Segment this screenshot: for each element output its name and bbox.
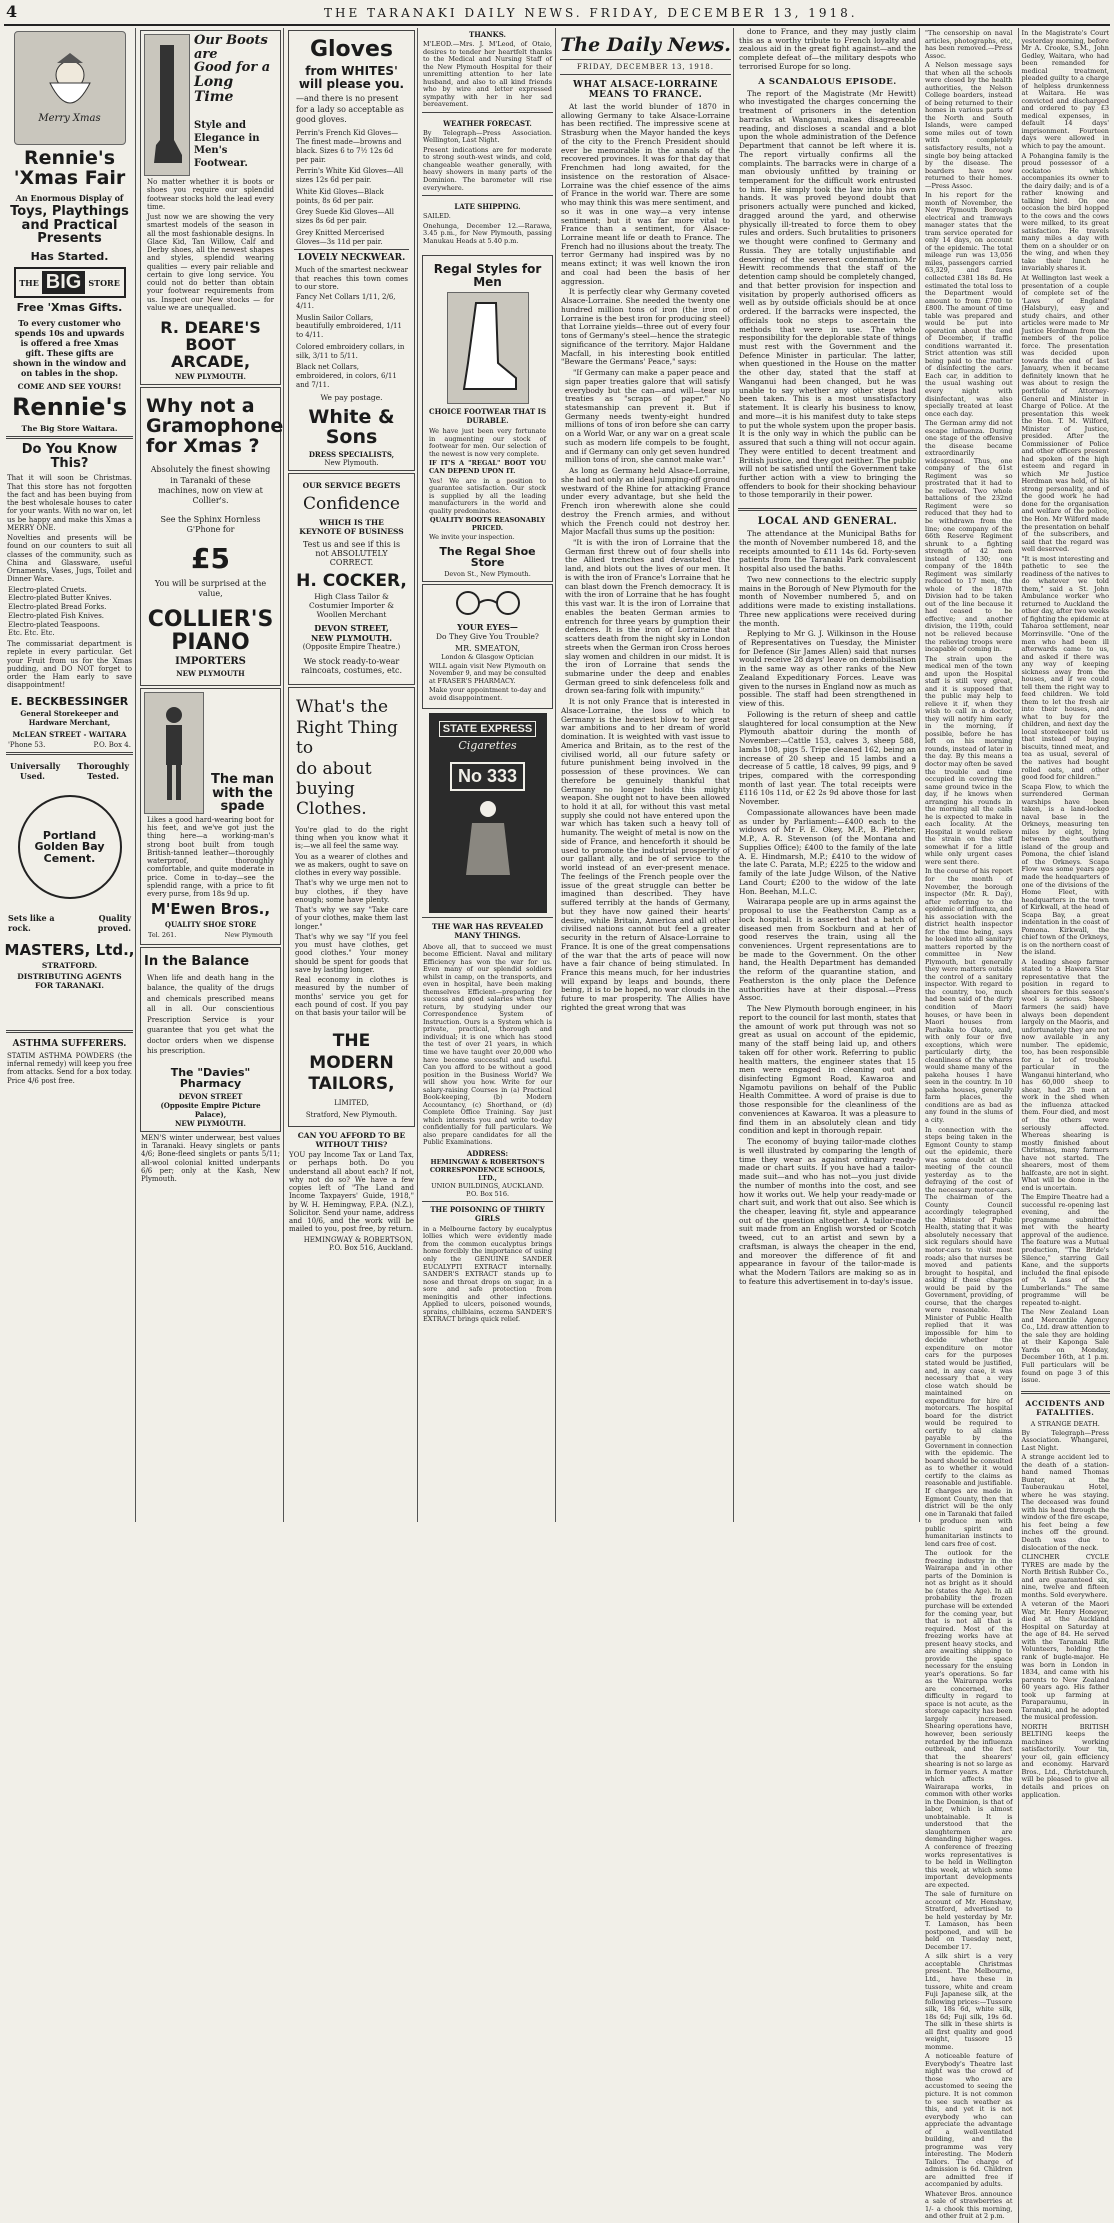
weather-title: WEATHER FORECAST. xyxy=(443,118,532,128)
know-item: Electro-plated Fish Knives. xyxy=(8,611,105,620)
editorial-heading: WHAT ALSACE-LORRAINE MEANS TO FRANCE. xyxy=(572,80,719,100)
local-para: In the course of his report for the month of November, the borough inspector (Mr. R. Day), after referring to the epidemic of influenza, and his association with the district health inspector for the time being, says he looked into all sanitary matters reported by the committee in New Plymouth, but generally they were matters outside the control of a sanitary inspector. With regard to the country, too, much had been said of the dirty condition of Maori houses, or have been in Maori houses from Parihaka to Okato, and, with only four or five exceptions, which were particularly dirty, the cleanliness of the whares would shame many of the pakeha houses I have seen in the country. In 10 pakeha houses, generally farm places, the conditions are as bad as any found in the slums of a city. xyxy=(925,867,1013,1124)
column-5 xyxy=(558,28,734,1522)
accident-para: CLINCHER CYCLE TYRES are made by the North British Rubber Co., and are guaranteed six, nine, twelve and fifteen months. Sold everywhere. xyxy=(1021,1553,1109,1599)
neck-items xyxy=(296,293,407,390)
gloves-item: Grey Knitted Mercerised Gloves—3s 11d per pair. xyxy=(296,228,385,246)
mewen-body: Likes a good hard-wearing boot for his feet, and we've got just the thing here—a working-man's strong boot built from tough British-tanned leather—thoroughly waterproof, thoroughly comfortable, and quite moderate in price. Come in to-day—see the splendid range, with a price to fit every purse, from 18s 9d up. xyxy=(147,815,274,899)
regal-body2: IF IT'S A "REGAL" BOOT YOU CAN DEPEND UPON IT. xyxy=(429,459,546,475)
cement-l4: Tested. xyxy=(87,771,119,782)
mewen-town: New Plymouth xyxy=(224,931,273,940)
neck-item: Colored embroidery collars, in silk, 3/11 to 5/11. xyxy=(296,342,405,360)
gloves-from: from WHITES' will please you. xyxy=(298,64,405,91)
whites-sub: DRESS SPECIALISTS, xyxy=(308,449,395,459)
local-para: A noticeable feature of Everybody's Theatre last night was the crowd of those who are accustomed to seeing the picture. It is not common to see such weather as this, and yet it is not everybody who can appreciate the advantage of a well-ventilated building, and the programme was very interesting. The Modern Tailors. The charge of admission is 6d. Children are admitted free if accompanied by adults. xyxy=(925,2052,1013,2189)
war-address: ADDRESS: xyxy=(466,1148,509,1158)
local-para: In the Magistrate's Court yesterday morning, before Mr A. Crooke, S.M., John Gedley, Waitara, who had been remanded for medical treatment, pleaded guilty to a charge of helpless drunkenness at Waitara. He was convicted and discharged and ordered to pay £3 medical expenses, in default 14 days' imprisonment. Fourteen days were allowed in which to pay the amount. xyxy=(1021,29,1109,150)
accident-para: NORTH BRITISH BELTING keeps the machines working satisfactorily. Your tin, your oil, gain efficiency and economy. Harvard Bros., Ltd., Christchurch, will be pleased to give all details and prices on application. xyxy=(1021,1722,1109,1799)
masthead xyxy=(4,2,1110,26)
accident-para: A strange accident led to the death of a station-hand named Thomas Bunter, at the Tauberaukau Hotel, where he was staying. The deceased was found with his head through the window of the fire escape, his feet being a few inches off the ground. Death was due to dislocation of the neck. xyxy=(1021,1453,1109,1552)
neck-title: LOVELY NECKWEAR. xyxy=(297,253,406,264)
boots-body2: Just now we are showing the very smartest models of the season in all the most fashionable designs. In Glace Kid, Tan Willow, Calf and Derby shoes, all the newest shapes and styles, splendid wearing qualities — every pair reliable and certain to give long service. You could not do better than obtain your footwear requirements from us. Inspect our New stocks — for value we are unequalled. xyxy=(147,213,274,312)
spectacles-icon xyxy=(443,588,533,618)
regal-advert xyxy=(422,255,553,582)
column-6 xyxy=(736,28,920,1522)
rennie-tag: The Big Store Waitara. xyxy=(21,424,118,434)
tax-body: YOU pay Income Tax or Land Tax, or perhaps both. Do you understand all about each? If not, why not do so? We have a few copies left of "The Land and Income Taxpayers' Guide, 1918," by W. H. Hemingway, F.P.A. (N.Z.), Solicitor. Send your name, address and 10/6, and the work will be mailed to you, post free, by return. xyxy=(289,1151,414,1234)
boots-s2: Elegance in xyxy=(194,132,260,144)
boot-illustration xyxy=(144,34,190,176)
local-para: Wairarapa people are up in arms against the proposal to use the Featherston Camp as a lock hospital. It is asserted that a batch of diseased men from Sockburn and at her of good reserves the train, using all the conveniences. Urgent representations are to be made to the Government. On the other hand, the Health Department has demanded the reform of the quarantine station, and Featherston is the only place the Defence authorities have at their disposal.—Press Assoc. xyxy=(739,897,916,1003)
collier-firm: COLLIER'S PIANO xyxy=(147,606,274,655)
war-box: P.O. Box 516. xyxy=(465,1189,510,1198)
cocker-test: Test us and see if this is not ABSOLUTELY CORRECT. xyxy=(302,539,401,567)
state-express-brand: STATE EXPRESS xyxy=(439,721,536,737)
modern-ltd: LIMITED, xyxy=(334,1099,369,1108)
sander-advert xyxy=(420,1205,555,1324)
know-title: Do You Know This? xyxy=(21,442,118,471)
local-para: A Nelson message says that when all the schools were closed by the health authorities, the Nelson College boarders, instead of being returned to their homes in various parts of the North and South Islands, were camped some miles out of town with completely satisfactory results, not a single boy being attacked by the disease. The boarders have now returned to their homes.—Press Assoc. xyxy=(925,61,1013,190)
local-para: A silk shirt is a very acceptable Christmas present. The Melbourne, Ltd., have these in tussore, white and cream Fuji Japanese silk, at the following prices:—Tussore silk, 18s 6d, white silk, 18s 6d; Fuji silk, 19s 6d. The silk in these shirts is all first quality and good weight, tussore 15 momme. xyxy=(925,1952,1013,2051)
editorial-para: It is perfectly clear why Germany coveted Alsace-Lorraine. She needed the twenty one hundred million tons of iron (the iron of Lorraine is the best iron for producing steel) that Lorraine yields—three out of every four tons of Germany's steel—hence the strategic significance of the territory. Major Haldane Macfall, in his interesting book entitled "Beware the Germans' Peace," says: xyxy=(561,287,730,367)
regal-caption: CHOICE FOOTWEAR THAT IS DURABLE. xyxy=(429,407,547,426)
war-body: Above all, that to succeed we must become Efficient. Naval and military Efficiency has won the war for us. Even many of our splendid soldiers whilst in camp, on the transports, and even in hospital, have been making themselves Efficient—preparing for success and good salaries when they return, by studying under our Correspondence System of Instruction. Ours is a System which is private, practical, thorough and individual; it is one which has stood the test of over 21 years, in which time we have taught over 20,000 who have become successful and useful. Can you afford to be without a good position in the Business World? We will show you how. Write for our salary-raising Courses in (a) Practical Book-keeping, (b) Modern Accountancy, (c) Shorthand, or (d) Complete Office Training. Say just which interests you and write to-day confidentially for full particulars. We also prepare candidates for all the Public Examinations. xyxy=(423,942,552,1147)
local-para: In connection with the steps being taken in the Egmont County to stamp out the epidemic, there was some doubt at the meeting of the council yesterday as to the defraying of the cost of the necessary motor-cars. The chairman of the County Council accordingly telegraphed the Minister of Public Health, stating that it was absolutely necessary that sick regulars should have motor-cars to visit most roads; also that nurses be moved and patients brought to hospital, and asking if these charges would be paid by the Government, providing, of course, that the charges were reasonable. The Minister of Public Health replied that it was impossible for him to decide whether the expenditure on motor cars for the purposes stated would be justified, and, in any case, it was necessary that a very close watch should be maintained on expenditure for hire of motorcars. The hospital board for the district would be required to certify to all claims payable by the Government in connection with the epidemic. The board should be consulted as to whether it would certify to the claims as reasonable and justifiable. If charges are made in Egmont County, then that district will be the only one in Taranaki that failed to produce men with public spirit and humanitarian instincts to lend cars free of cost. xyxy=(925,1125,1013,1548)
collier-importers: IMPORTERS xyxy=(175,655,246,667)
cement-b1: Sets like a rock. xyxy=(8,913,55,934)
newspaper-nameplate: The Daily News. xyxy=(560,34,731,56)
column-1 xyxy=(4,28,136,1522)
strange-death-heading: A STRANGE DEATH. xyxy=(1030,1419,1100,1428)
regal-firm: The Regal Shoe Store xyxy=(439,544,536,570)
eyes-body: WILL again visit New Plymouth on November 9, and may be consulted at FRASER'S PHARMACY. xyxy=(429,661,546,685)
collier-town: NEW PLYMOUTH xyxy=(176,668,245,678)
poison-title: THE POISONING OF THIRTY GIRLS xyxy=(430,1204,545,1223)
tax-firm: HEMINGWAY & ROBERTSON, xyxy=(303,1235,413,1244)
gram-price: £5 xyxy=(191,541,230,575)
balance-body: When life and death hang in the balance, the quality of the drugs and chemicals prescribed means all in all. Our conscientious Prescription Service is your guarantee that you get what the doctor orders when we dispense his prescription. xyxy=(147,973,274,1056)
gloves-item: Grey Suede Kid Gloves—All sizes 8s 6d per pair. xyxy=(296,208,394,226)
davies-opp: (Opposite Empire Picture Palace), xyxy=(160,1100,261,1119)
cocker-town: NEW PLYMOUTH. xyxy=(310,633,393,644)
local-para: The sale of furniture on account of Mr. Henshaw, Stratford, advertised to be held yesterday by Mr. T. Lamason, has been postponed, and will be held on Tuesday next, December 17. xyxy=(925,1890,1013,1951)
modern-t3: do about xyxy=(296,758,372,779)
local-para: The New Zealand Loan and Mercantile Agency Co., Ltd. draw attention to the sale they are holding at their Kaponga Sale Yards on Monday, December 16th, at 1 p.m. Full particulars will be found on page 3 of this issue. xyxy=(1021,1308,1109,1385)
local-para: Following is the return of sheep and cattle slaughtered for local consumption at the New Plymouth abattoir during the month of November:—Cattle 153, calves 3, sheep 588, lambs 108, pigs 5. Tripe cleaned 162, being an increase of 20 sheep and 15 lambs and a decrease of 5 cattle, 18 calves, 99 pigs, and 9 tripes, compared with the corresponding month of last year. The total receipts were £116 10s 11d, or £2 2s 9d above those for last November. xyxy=(739,709,916,807)
hemingway-advert xyxy=(420,922,555,1198)
masters-agents: DISTRIBUTING AGENTS FOR TARANAKI. xyxy=(17,971,122,990)
rennie-title: Rennie's 'Xmas Fair xyxy=(13,147,126,189)
know-items xyxy=(8,586,131,639)
war-title: THE WAR HAS REVEALED MANY THINGS. xyxy=(431,921,544,940)
santa-icon xyxy=(35,53,105,113)
know-p1: That it will soon be Christmas. That this store has not forgotten the fact and has been buying from the best wholesale houses to cater for your wants. With no war on, let us be happy and make this Xmas a MERRY ONE. xyxy=(7,474,132,532)
shipping-sailed: SAILED. xyxy=(423,212,451,221)
local-continued-left xyxy=(922,28,1016,2223)
local-para: Scapa Flow, to which the surrendered German warships have been taken, is a land-locked naval base in the Orkneys, measuring ten miles by eight, lying between the southern island of the group and Pomona, the chief island of the Orkneys. Scapa Flow was some years ago made the headquarters of one of the divisions of the Home Fleet, with headquarters in the town of Kirkwall, at the head of Scapa Bay, a great indentation in the coast of Pomona. Kirkwall, the chief town of the Orkneys, is on the northern coast of the island. xyxy=(1021,782,1109,957)
cocker-which: WHICH IS THE KEYNOTE OF BUSINESS xyxy=(299,517,404,536)
deare-firm: R. DEARE'S BOOT ARCADE, xyxy=(160,318,261,371)
boots-t3: Long Time xyxy=(194,73,234,105)
local-para: The Empire Theatre had a successful re-opening last evening, and the programme submitted met with the hearty approval of the audience. The feature was a Mutual production, "The Bride's Silence," starring Gail Kane, and the supports included the final episode of "A Lass of the Lumberlands." The same programme will be repeated to-night. xyxy=(1021,1193,1109,1307)
local-para: The German army did not escape influenza. During one stage of the offensive the disease became extraordinarily widespread. Thus, one company of the 61st Regiment was so prostrated that it had to be relieved. Two whole battalions of the 232nd Regiment were so reduced that they had to be withdrawn from the line; one company of the 66th Reserve Regiment shrunk to a fighting strength of 42 men instead of 130; one company of the 184th Regiment was similarly reduced to 17 men, the whole of the 187th Division had to be taken out of the line because it had ceased to be effective; and another division, the 119th, could not be relieved because the relieving troops were incapable of coming in. xyxy=(925,419,1013,654)
gloves-items xyxy=(296,129,407,246)
gloves-item: Perrin's French Kid Gloves—The finest made—browns and black. Sizes 6 to 7½ 12s 6d per pair. xyxy=(296,129,402,164)
rennie-sub1: An Enormous Display of xyxy=(15,192,124,203)
neck-postage: We pay postage. xyxy=(320,392,383,402)
shipping-title: LATE SHIPPING. xyxy=(454,202,521,212)
know-item: Electro-plated Cruets. xyxy=(8,585,87,594)
editorial-para: It is not only France that is interested in Alsace-Lorraine, the loss of which to Germany is the heaviest blow to her great war ambitions and to her dream of world domination. It is weighted with vast issue to America and Britain, as to the rest of the civilised world, all our future safety or future punishment being involved in the possession of these provinces. We can therefore be genuinely thankful that Germany no longer holds this mighty weapon. She ought not to have been allowed to hold it at all, for without this vast metal supply she could not have entered upon the war which has taken such a heavy toll of humanity. The weight of metal is now on the side of France, and henceforth it should be used to promote the industrial prosperity of our gallant ally, and be of service to the world instead of an ever-present menace. The feelings of the French people over the issue of the great struggle can better be imagined than described. They have suffered terribly at the hands of Germany, but they have now gained their hearts' desire, while Britain, America and all other civilised nations cannot but feel a greater security in the return of Alsace-Lorraine to France. It is one of the great compensations of the war that the arts of peace will now have a fair chance of being stimulated. In France this means much, for her industries will expand by leaps and bounds, there being, it is to be hoped, no war clouds in the future to mar prosperity. The Allies have righted the great wrong that was xyxy=(561,697,730,1012)
boots-body1: No matter whether it is boots or shoes you require our splendid footwear stocks hold the lead every time. xyxy=(147,178,274,211)
boots-t2: Good for a xyxy=(194,60,271,76)
gram-surprised: You will be surprised at the value, xyxy=(154,578,267,599)
editorial-quote: "If Germany can make a paper peace and sign paper treaties galore that will satisfy everybody but the can—and will—tear up treaties as "scraps of paper." No statesmanship can prevent it. But if Germany needs twenty-eight hundred millions of tons of iron before she can carry on a World War, or any war on a great scale such as modern life compels to be fought, and if Germany can only get seven hundred million tons of iron, she cannot make war." xyxy=(565,368,730,465)
neck-body: Much of the smartest neckwear that reaches this town comes to our store. xyxy=(295,266,408,291)
accident-para: By Telegraph—Press Association. Whangarei, Last Night. xyxy=(1021,1428,1109,1452)
modern-tailors-advert xyxy=(288,687,415,1127)
big-store-logo xyxy=(14,267,126,298)
local-para: At Wellington last week a presentation of a couple of complete set of the 'Laws of England' (Halsbury), easy and study chairs, and other articles were made to Mr Justice Herdman from the members of the police force. The presentation was decided upon towards the end of last January, when it became definitely known that he was about to resign the portfolio of Attorney-General and Minister in Charge of Police. At the presentation this week the Hon. T. M. Wilford, Minister of Justice, presided. After the Commissioner of Police and other officers present had spoken of the high esteem and regard in which Mr Justice Herdman was held, of his strong personality, and of the good work he had done for the organisation and welfare of the police, the Hon. Mr Wilford made the presentation on behalf of the subscribers, and said that the regard was well deserved. xyxy=(1021,274,1109,554)
local-continued-right xyxy=(1018,28,1113,2223)
mewen-firm: M'Ewen Bros., xyxy=(150,900,271,919)
rennie-name: Rennie's xyxy=(11,392,128,421)
regal-body4: QUALITY BOOTS REASONABLY PRICED. xyxy=(429,516,546,532)
regal-body1: We have just been very fortunate in augmenting our stock of footwear for men. Our selection of the newest is now very complete. xyxy=(429,427,546,458)
know-firm: E. BECKBESSINGER xyxy=(10,694,129,708)
boots-s4: Footwear. xyxy=(194,157,248,169)
state-express-no: No 333 xyxy=(450,762,525,791)
know-item: Electro-plated Bread Forks. xyxy=(8,603,107,612)
cocker-opp: (Opposite Empire Theatre.) xyxy=(302,643,401,652)
weather-dateline: By Telegraph—Press Association. Wellington, Last Night. xyxy=(423,128,552,145)
modern-p5: That's why we say "If you feel you must have clothes, get good clothes." Your money should be spent for goods that save by lasting longer. xyxy=(295,932,408,974)
modern-p4: That's why we say "Take care of your clothes, make them last longer." xyxy=(295,906,408,931)
davies-firm: The "Davies" Pharmacy xyxy=(170,1065,251,1091)
boots-t1: Our Boots are xyxy=(194,33,268,62)
local-para: In his report for the month of November, the New Plymouth Borough electrical and tramways manager states that the tram service operated for only 14 days, on account of the epidemic. The total mileage run was 13,056 miles, passengers carried 63,329, and fares collected £381 18s 8d. He estimated the total loss to the Department would amount to from £700 to £800. The amount of time table was prepared and would be put into operation about the end of December, if traffic conditions warranted it. Strict attention was still being paid to the matter of disinfecting the cars. Each car, in addition to the usual washing out every night with disinfectant, was also specially treated at least once each day. xyxy=(925,191,1013,418)
cocker-advert xyxy=(288,473,415,686)
modern-t4: buying Clothes. xyxy=(296,778,367,820)
regal-invite: We invite your inspection. xyxy=(429,533,515,542)
cocker-stock: We stock ready-to-wear raincoats, costumes, etc. xyxy=(300,657,403,676)
rennie-body: To every customer who spends 10s and upwards is offered a free Xmas gift. These gifts are shown in the window and on tables in the shop. xyxy=(12,317,127,378)
column-7 xyxy=(922,28,1112,2221)
regal-town: Devon St., New Plymouth. xyxy=(444,569,531,578)
davies-street: DEVON STREET xyxy=(178,1091,243,1101)
editorial-quote: "It is with the iron of Lorraine that the German first threw out of four shells into the Allied trenches and devastated the land, and blots out the lives of our men. It is with the iron of France's Lorraine that he can blast down the French democracy. It is with the iron of Lorraine that he has fought this vast war. It is the iron of Lorraine that enables the beaten German armies to entrench for three years by gumption their defences. It is the iron of Lorraine that scatters death from the night sky in London streets when the German iron Cross heroes slay women and children in our midst. It is the iron of Lorraine that sends the submarine under the deep and enables German greed to sink defenceless folk and drown sea-faring folk with impunity." xyxy=(565,537,730,696)
local-para: A leading sheep farmer stated to a Hawera Star representative that the position in regard to shearers for this season's wool is serious. Sheep farmers (he said) have always been dependent largely on the Maoris, and unfortunately they are not now available in any number. The epidemic, too, has been responsible for a lot of trouble particular in the Wanganui hinterland, who has 60,000 sheep to shear, had 25 men at work in the shed when the influenza attacked them. Four died, and most of the others were seriously affected. Whereas shearing is mostly finished about Christmas, many farmers have not started. The shearers, most of them halfcaste, are not in sight. What will be done in the end is uncertain. xyxy=(1021,957,1109,1192)
cocker-firm: H. COCKER, xyxy=(296,570,407,591)
local-para: The economy of buying tailor-made clothes is well illustrated by comparing the length of time they wear as against ordinary ready-made or chart suits. If you have had a tailor-made suit—and who has not—you just divide the number of months into the cost, and see how it works out. We help your ready-made or chart suit, and work that out also. See which is the cheaper, leaving fit, style and appearance out of the question altogether. A tailor-made suit made from an English worsted or Scotch tweed, cut to an artist and sewn by a craftsman, is always the cheaper in the end, and moreover the difference of fit and appearance in favour of the tailor-made is what the Modern Tailors are making so as in to feature this advertisement in to-day's issue. xyxy=(739,1137,916,1286)
mewen-tel: Tel. 261. xyxy=(148,931,177,940)
davies-advert xyxy=(140,947,281,1132)
scandal-heading: A SCANDALOUS EPISODE. xyxy=(758,76,897,87)
know-item: Etc. Etc. Etc. xyxy=(8,629,55,638)
know-addr: McLEAN STREET - WAITARA xyxy=(12,730,127,740)
column-4 xyxy=(420,28,556,1522)
cocker-service: OUR SERVICE BEGETS xyxy=(302,480,401,490)
local-heading: LOCAL AND GENERAL. xyxy=(757,516,898,528)
state-express-advert xyxy=(429,713,547,913)
modern-town: Stratford, New Plymouth. xyxy=(305,1111,398,1120)
tax-box: P.O. Box 516, Auckland. xyxy=(329,1243,413,1252)
tax-advert xyxy=(286,1131,417,1252)
editorial-para: At last the world blunder of 1870 in allowing Germany to take Alsace-Lorraine has been rectified. The impressive scene at Strasburg when the Mayor handed the keys of the city to the French President should ever be memorable in the annals of the recovered provinces. It was for that day that Frenchmen had long awaited, for the insistence on the restoration of Alsace-Lorraine was the chief essence of the aims of France in the world war. There are some who may think this was mere sentiment, and so it was in one way—a very intense sentiment; but it was far more vital to France than a sentiment, for Alsace-Lorraine meant life or death to France. The French had no illusions about the treaty. The terror Germany had inspired was by no means extinct; it was well known the iron and coal had been the basis of her aggression. xyxy=(561,102,730,286)
column-3 xyxy=(286,28,418,1522)
asthma-body: STATIM ASTHMA POWDERS (the infernal remedy) will keep you free from attacks. Send for a box today. Price 4/6 post free. xyxy=(7,1051,132,1085)
page-number: 4 xyxy=(6,2,18,21)
gram-see: See the Sphinx Hornless G'Phone for xyxy=(160,514,261,535)
boots-s3: Men's xyxy=(194,145,228,157)
rennie-started: Has Started. xyxy=(30,249,109,263)
gloves-body: —and there is no present for a lady so acceptable as good gloves. xyxy=(296,94,404,125)
whites-advert xyxy=(288,30,415,471)
local-para: The attendance at the Municipal Baths for the month of November numbered 18, and the receipts amounted to £11 14s 6d. Forty-seven patients from the Taranaki Park convalescent hospital also used the baths. xyxy=(739,529,916,574)
neck-item: Muslin Sailor Collars, beautifully embroidered, 1/11 to 4/11. xyxy=(296,313,402,340)
regal-body3: Yes! We are in a position to guarantee satisfaction. Our stock is supplied by all the leading manufacturers in the world and quality predominates. xyxy=(429,476,546,515)
cement-b2: Quality proved. xyxy=(97,913,131,934)
modern-p3: That's why we urge men not to buy clothes, if they have enough; some have plenty. xyxy=(295,879,408,904)
davies-town: NEW PLYMOUTH. xyxy=(175,1118,246,1128)
modern-p2: You as a wearer of clothes and we as makers, ought to save on clothes in every way possible. xyxy=(295,852,408,878)
neck-item: Fancy Net Collars 1/11, 2/6, 4/11. xyxy=(296,293,396,310)
war-firm: HEMINGWAY & ROBERTSON'S CORRESPONDENCE SCHOOLS, LTD., xyxy=(429,1157,546,1182)
man-icon xyxy=(154,703,194,803)
gloves-title: Gloves xyxy=(309,37,394,62)
cement-l2: Thoroughly xyxy=(77,761,129,772)
boot-icon xyxy=(458,303,518,393)
editorial-para: As long as Germany held Alsace-Lorraine, she had not only an ideal jumping-off ground westward of the Rhine for attacking France under every advantage, but she held the French iron wherewith alone she could destroy the French armies, and without which the French could not destroy her. Major Macfall thus sums up the position: xyxy=(561,466,730,537)
rennie-gifts: Free 'Xmas Gifts. xyxy=(16,301,123,315)
kash-advert: MEN'S winter underwear, best values in Taranaki. Heavy singlets or pants 4/6; Bone-fleed singlets or pants 5/11; all-wool colonial knitted underpants 6/6 per; only at the Kash, New Plymouth. xyxy=(141,1133,280,1184)
eyes-make: Make your appointment to-day and avoid disappointment. xyxy=(429,686,546,702)
know-item: Electro-plated Teaspoons. xyxy=(8,620,100,629)
state-express-cig: Cigarettes xyxy=(458,738,517,752)
column-2 xyxy=(138,28,284,1522)
local-para: Two new connections to the electric supply mains in the Borough of New Plymouth for the month of November numbered 5, and on additions were made to existing installations. Three new applications were received during the month. xyxy=(739,574,916,628)
gloves-item: Perrin's White Kid Gloves—All sizes 12s 6d per pair. xyxy=(296,167,404,185)
mewen-title: The man with the spade xyxy=(210,771,275,815)
eyes-title: YOUR EYES— xyxy=(457,621,518,632)
regal-title: Regal Styles for Men xyxy=(433,262,542,289)
modern-t1: What's the xyxy=(296,697,389,718)
local-para: "It is most interesting and pathetic to see the readiness of the natives to do whatever we told them," said a St. John Ambulance worker who returned to Auckland the other day, after two weeks of fighting the epidemic at Taharoa settlement, near Morrinsville. "One of the men who had been ill afterwards came to us, and asked if there was any way of keeping sickness away from the houses, and if we could tell them the right way to feed children. We told them to let the fresh air into their houses, and what to buy for the children, and next day the local storekeeper told us that instead of buying biscuits, tinned meat, and tea as usual, several of the natives had bought rolled oats, and other good food for children." xyxy=(1021,554,1109,782)
know-item: Electro-plated Butter Knives. xyxy=(8,594,112,603)
gram-title: Why not a Gramophone for Xmas ? xyxy=(146,395,284,458)
local-para: A Pohangina family is the proud possessor of a cockatoo which accompanies its owner to the dairy daily; and is of a rather knowing and talking bird. On one occasion the bird hopped to the cows and the cows were milked, to its great satisfaction. He travels many miles a day with them on a shoulder or on the wing, and when they take their lunch he invariably shares it. xyxy=(1021,151,1109,273)
whites-town: New Plymouth. xyxy=(324,458,379,467)
cement-brand: Portland Golden Bay Cement. xyxy=(34,828,105,865)
eyes-name: MR. SMEATON, xyxy=(454,643,521,653)
gram-body: Absolutely the finest showing in Taranaki of these machines, now on view at Collier's. xyxy=(150,465,271,506)
deare-advert xyxy=(140,30,281,385)
gloves-item: White Kid Gloves—Black points, 8s 6d per pair. xyxy=(296,187,384,205)
rennie-sub2: Toys, Playthings and Practical Presents xyxy=(10,203,129,247)
neck-item: Black net Collars, embroidered, in colors, 6/11 and 7/11. xyxy=(296,363,397,389)
deare-town: NEW PLYMOUTH. xyxy=(175,372,246,382)
know-p2: Novelties and presents will be found on our counters to suit all classes of the community, such as China and Glassware, useful Ornaments, Vases, Jugs, Toilet and Dinner Ware. xyxy=(7,534,132,584)
scandal-para: The report of the Magistrate (Mr Hewitt) who investigated the charges concerning the treatment of prisoners in the detention barracks at Wanganui, makes disagreeable reading, and discloses a scandal and a blot upon the whole administration of the Defence Department that cannot be left where it is. The report virtually confirms all the complaints. The barracks were in charge of a man obviously unfitted by training or temperament for the difficult work entrusted to him. He simply took the law into his own hands. It was proved beyond doubt that prisoners actually were punched and kicked, dragged around the yard, and otherwise physically ill-treated to force them to obey rules and orders. Such brutalities to prisoners we thought were confined to Germany and Russia. They are totally unjustifiable and deserving of the severest condemnation. Mr Hewitt recommends that the staff of the detention camp should be completely changed, and that better provision for inspection and visitation by properly authorised officers as well as by outside officials should be at once ordered. If the barracks were inspected, the officials took no steps to ascertain the methods that were in use. The whole responsibility for the deplorable state of things must rest with the Government and the Defence Minister in particular. The latter, when questioned in the House on the matter the other day, stated that the staff at Wanganui had been changed, but he was unable to say whether any other steps had been taken. This is a most unsatisfactory statement. It is clearly his business to know, and more—it is his manifest duty to take steps to put the whole system upon the proper basis. It is the only way in which the public can be assured that such a thing will not occur again. They were entitled to decent treatment and British justice, and they got neither. The public will not be satisfied until the Government take further action with a view to bringing the offenders to book for their shocking behaviour to those temporarily in their power. xyxy=(739,88,916,500)
masters-town: STRATFORD. xyxy=(41,960,98,970)
editorial-date: FRIDAY, DECEMBER 13, 1918. xyxy=(577,63,714,71)
local-para: Whatever Bros. announce a sale of strawberries at 1/- a chook this morning, and other fruit at 2 p.m. xyxy=(925,2189,1013,2221)
boots-s1: Style and xyxy=(194,120,247,132)
rennie-come: COME AND SEE YOURS! xyxy=(17,381,122,391)
local-para: "The censorship on naval articles, photographs, etc, has been removed.—Press Assoc. xyxy=(925,29,1013,60)
balance-title: In the Balance xyxy=(144,954,250,970)
mewen-sub: QUALITY SHOE STORE xyxy=(164,920,257,930)
cocker-street: DEVON STREET, xyxy=(314,623,389,634)
know-phone: 'Phone 53. xyxy=(8,741,46,750)
local-para: The outlook for the freezing industry in the Wairarapa and in other parts of the Dominion is not as bright as it should be (states the Age). In all probability the frozen purchase will be extended for the coming year, but that is not all that is required. Most of the freezing works have at present heavy stocks, and are awaiting shipping to provide the space necessary for the ensuing year's operations. So far as the Wairarapa works are concerned, the difficulty in regard to space is not acute, as the storage capacity has been largely increased. Shearing operations have, however, been seriously retarded by the influenza outbreak, and the fact that the shearers' shearing is not so large as in former years. A matter which affects the Wairarapa works, in common with other works in the Dominion, is that of labor, which is almost unobtainable. It is understood that the slaughtermen are demanding higher wages. A conference of freezing works representatives is to be held in Wellington this week, at which some important developments are expected. xyxy=(925,1549,1013,1889)
eyes-sub: Do They Give You Trouble? xyxy=(436,631,539,641)
boot-icon xyxy=(152,45,182,165)
know-firm-sub: General Storekeeper and Hardware Merchant, xyxy=(20,709,119,728)
thanks-body: M'LEOD.—Mrs. J. M'Leod, of Otaio, desires to tender her heartfelt thanks to the Medical and Nursing Staff of the New Plymouth Hospital for their unremitting attention to her late husband, and also to all kind friends who by wire and letter expressed sympathy with her in her sad bereavement. xyxy=(423,40,552,109)
accidents-heading: ACCIDENTS AND FATALITIES. xyxy=(1025,1398,1106,1417)
logo-the: THE xyxy=(19,277,39,288)
local-para: The New Plymouth borough engineer, in his report to the council for last month, states that the amount of work put through was not so great as usual on account of the epidemic, many of the staff being laid up, and others taken off for other work. Referring to public health matters, the engineer states that 15 men were engaged in cleaning out and disinfecting Egmont Road, Kawaroa and Ngamotu pavilions on behalf of the Public Health Committee. A word of praise is due to those responsible for the cleanliness of the conveniences at Kawaroa. It was a pleasure to find them in an absolutely clean and tidy condition and kept in thorough repair. xyxy=(739,1004,916,1136)
cement-circle xyxy=(18,795,122,899)
tax-question: CAN YOU AFFORD TO BE WITHOUT THIS? xyxy=(297,1131,406,1150)
figure-icon xyxy=(458,797,518,877)
cement-l3: Used. xyxy=(20,771,45,782)
war-bldg: UNION BUILDINGS, AUCKLAND. xyxy=(431,1181,544,1190)
modern-p6: Real economy in clothes is measured by the number of months' service you get for each pound of cost. If you pay on that basis your tailor will be xyxy=(295,976,408,1018)
masthead-title: THE TARANAKI DAILY NEWS. FRIDAY, DECEMBER 13, 1918. xyxy=(324,6,858,20)
modern-firm: THE MODERN TAILORS, xyxy=(308,1031,395,1094)
spade-man-illustration xyxy=(144,692,204,814)
smeaton-advert xyxy=(422,584,553,709)
cocker-trade: High Class Tailor & Costumier Importer & Woollen Merchant xyxy=(309,592,394,620)
logo-big: BIG xyxy=(42,271,86,294)
mewen-advert xyxy=(140,688,281,945)
know-box: P.O. Box 4. xyxy=(93,741,131,750)
local-para: Compassionate allowances have been made as under by Parliament:—£400 each to the widows of Mr F. E. Okey, M.P., B. Pletcher, M.P., A. R. Stevenson (of the Montana and Supplies Office); £400 to the family of the late A. E. Hindmarsh, M.P.; £410 to the widow of the late C. Parata, M.P.; £225 to the widow and family of the late Judge Wilson, of the Native Land Court; £200 to the widow of the late Hon. Beehan, M.L.C. xyxy=(739,807,916,896)
collier-advert xyxy=(140,387,284,686)
asthma-advert xyxy=(4,1039,135,1085)
weather-body: Present indications are for moderate to strong south-west winds, and cold, changeable weather generally, with heavy showers in many parts of the Dominion. The barometer will rise everywhere. xyxy=(423,145,552,192)
local-para: The strain upon the medical men of the town and upon the Hospital staff is still very great, and it is supposed that the public may help to relieve it if, when they wish to call in a doctor, they will notify him early in the morning, if possible, before he has left on his morning rounds, instead of later in the day. By this means a doctor may often be saved the trouble and time occupied in covering the same ground twice in the day, if he knows when arranging his rounds in the morning all the calls he is expected to make in each locality. At the Hospital it would relieve the strain on the staff somewhat if for a little while only urgent cases were sent there. xyxy=(925,654,1013,866)
santa-illustration xyxy=(14,31,126,145)
masters-advert xyxy=(4,761,135,990)
local-para: Replying to Mr G. J. Wilkinson in the House of Representatives on Tuesday, the Minister for Defence (Sir James Allen) said that nurses would receive 28 days' leave on demobilisation in the same way as other ranks of the New Zealand Expeditionary Forces. Leave was given to the nurses in England now as much as possible. The staff had been strengthened in view of this. xyxy=(739,629,916,709)
merry-xmas-text: Merry Xmas xyxy=(38,112,101,124)
cement-l1: Universally xyxy=(10,761,61,772)
rennie-advert xyxy=(4,31,135,433)
whites-firm: White & Sons xyxy=(308,405,395,448)
accident-para: A veteran of the Maori War, Mr. Henry Honeyer, died at the Auckland Hospital on Saturday at the age of 84. He served with the Taranaki Rifle Volunteers, holding the rank of bugle-major. He was born in London in 1834, and came with his parents to New Zealand 60 years ago. His father took up farming at Paraparaumu, in Taranaki, and he adopted the musical profession. xyxy=(1021,1600,1109,1722)
asthma-title: ASTHMA SUFFERERS. xyxy=(12,1038,127,1049)
masters-firm: MASTERS, Ltd., xyxy=(4,941,135,960)
poison-body: in a Melbourne factory by eucalyptus lollies which were evidently made from the common eucalyptus brings home forcibly the importance of using only the GENUINE SANDER EUCALYPTI EXTRACT internally. SANDER'S EXTRACT stands up to nose and throat drops on sugar, in a sore and safe protection from meningitis and other infections. Applied to ulcers, poisoned wounds, sprains, chilblains, eczema SANDER'S EXTRACT brings quick relief. xyxy=(423,1224,552,1324)
editorial-continued: done to France, and they may justly claim this as a worthy tribute to French loyalty and zealous aid in the great fight against—and the complete defeat of—the military despots who terrorised Europe for so long. xyxy=(739,27,916,71)
modern-t2: Right Thing to xyxy=(296,717,398,759)
beckbessinger-advert xyxy=(4,443,135,749)
cocker-confidence: Confidence xyxy=(302,493,400,514)
know-p3: The commissariat department is replete in every particular. Get your Fruit from us for the Xmas pudding, and DO NOT forget to order the Ham early to save disappointment! xyxy=(7,640,132,690)
logo-store: STORE xyxy=(88,277,120,288)
eyes-from: London & Glasgow Optician xyxy=(441,652,534,661)
shipping-body: Onehunga, December 12.—Rarawa, 3.45 p.m., for New Plymouth, passing Manukau Heads at 5.40 p.m. xyxy=(423,221,552,245)
thanks-title: THANKS. xyxy=(469,30,506,39)
regal-boot-illustration xyxy=(447,292,529,404)
modern-p1: You're glad to do the right thing when you know what it is;—we all feel the same way. xyxy=(295,825,408,851)
